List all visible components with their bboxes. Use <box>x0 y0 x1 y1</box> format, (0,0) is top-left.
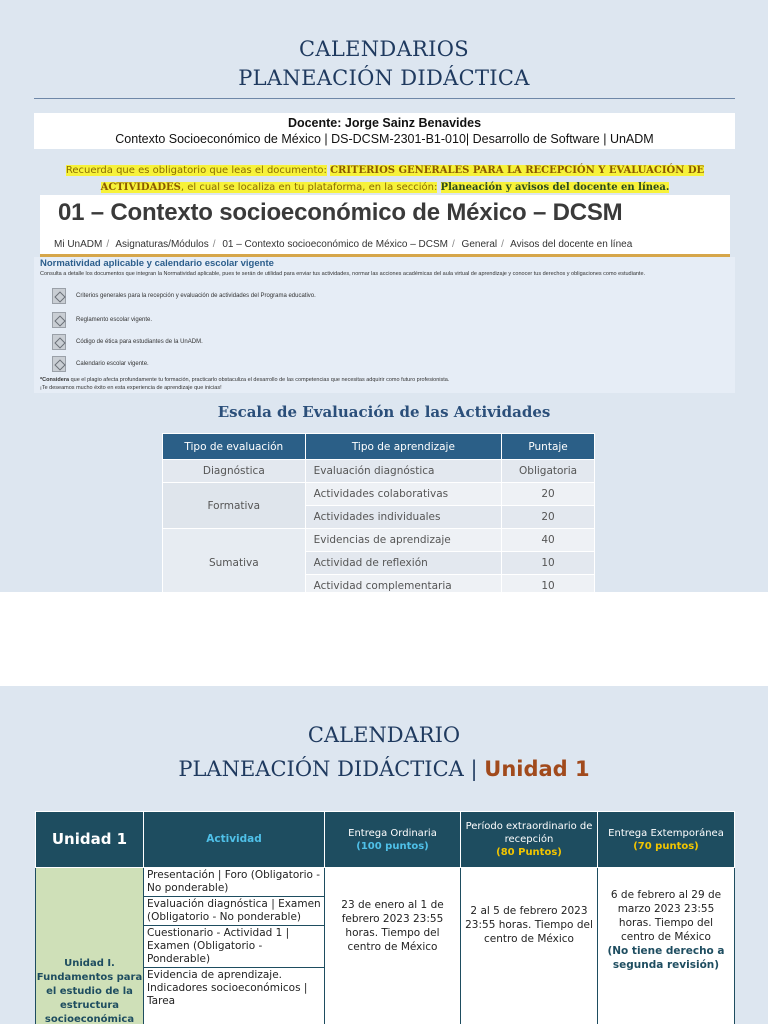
course-context: Contexto Socioeconómico de México | DS-DCSM-2301-B1-010| Desarrollo de Software | UnADM <box>115 132 654 146</box>
score: 40 <box>502 529 595 552</box>
page-subtitle <box>0 757 768 781</box>
footnote-line2: ¡Te deseamos mucho éxito en esta experiencia de aprendizaje que inicias! <box>40 385 222 391</box>
notice-text-1: Recuerda que es obligatorio que leas el documento: <box>65 165 327 176</box>
notice <box>40 162 730 196</box>
divider <box>34 98 735 99</box>
table-header-row <box>36 812 735 868</box>
score: 20 <box>502 483 595 506</box>
column-header-activity: Actividad <box>144 812 325 868</box>
notice-document-name: CRITERIOS GENERALES PARA LA RECEPCIÓN Y EVALUACIÓN DE ACTIVIDADES <box>100 165 705 193</box>
normatividad-description: Consulta a detalle los documentos que integran la Normatividad aplicable, pues te serán de utilidad para enviar tus actividades, normar las acciones académicas del aula virtual de aprendizaje y conocer tus derechos y obligaciones como estudiante. <box>40 271 646 277</box>
header-points: (100 puntos) <box>356 840 429 852</box>
normatividad-panel <box>34 257 735 393</box>
header-text: Entrega Ordinaria <box>348 827 437 839</box>
evaluation-type: Formativa <box>163 483 306 529</box>
list-item: Presentación | Foro (Obligatorio - No ponderable) <box>144 868 324 897</box>
ordinary-date <box>325 868 461 1024</box>
column-header-extraordinary <box>461 812 598 868</box>
breadcrumb-item[interactable]: Asignaturas/Módulos <box>115 239 209 250</box>
page-subtitle: PLANEACIÓN DIDÁCTICA <box>238 66 530 90</box>
list-item: Evaluación diagnóstica | Examen (Obligatorio - No ponderable) <box>144 897 324 926</box>
page-gap <box>0 592 768 686</box>
column-header-late <box>598 812 735 868</box>
column-header: Tipo de evaluación <box>163 434 306 460</box>
scale-title: Escala de Evaluación de las Actividades <box>217 403 551 421</box>
teacher-info <box>34 113 735 149</box>
breadcrumb: Mi UnADM / Asignaturas/Módulos / 01 – Contexto socioeconómico de México – DCSM / General / Avisos del docente en línea <box>54 239 633 250</box>
unit-label: Unidad 1 <box>484 757 590 781</box>
table-row <box>36 868 735 1024</box>
activity-list <box>144 868 325 1024</box>
pdf-icon <box>52 288 66 304</box>
table-row <box>163 529 595 552</box>
normatividad-footnote <box>40 376 730 392</box>
document-label: Criterios generales para la recepción y evaluación de actividades del Programa educativo. <box>76 293 316 299</box>
unit-name: Unidad I. Fundamentos para el estudio de la estructura socioeconómica <box>36 868 144 1024</box>
column-header: Puntaje <box>502 434 595 460</box>
document-label: Reglamento escolar vigente. <box>76 317 153 323</box>
pdf-icon <box>52 312 66 328</box>
evaluation-type: Sumativa <box>163 529 306 598</box>
learning-type: Actividades colaborativas <box>305 483 502 506</box>
extraordinary-date <box>461 868 598 1024</box>
score: 10 <box>502 552 595 575</box>
document-label: Código de ética para estudiantes de la UnADM. <box>76 339 203 345</box>
late-note: (No tiene derecho a segunda revisión) <box>607 944 725 971</box>
normatividad-title: Normatividad aplicable y calendario escolar vigente <box>40 258 274 269</box>
header-text: Período extraordinario de recepción <box>465 821 593 845</box>
breadcrumb-item[interactable]: 01 – Contexto socioeconómico de México – DCSM <box>222 239 448 250</box>
header-text: Entrega Extemporánea <box>608 827 724 839</box>
date-text: 2 al 5 de febrero 2023 23:55 horas. Tiempo del centro de México <box>465 904 593 945</box>
pdf-icon <box>52 356 66 372</box>
breadcrumb-item[interactable]: Avisos del docente en línea <box>510 239 633 250</box>
document-link[interactable] <box>52 356 149 372</box>
calendar-table <box>35 811 735 1024</box>
table-row <box>163 460 595 483</box>
score: Obligatoria <box>502 460 595 483</box>
table-header-row <box>163 434 595 460</box>
learning-type: Evaluación diagnóstica <box>305 460 502 483</box>
learning-type: Actividades individuales <box>305 506 502 529</box>
breadcrumb-item[interactable]: Mi UnADM <box>54 239 103 250</box>
column-header-ordinary <box>325 812 461 868</box>
list-item: Cuestionario - Actividad 1 | Examen (Obligatorio - Ponderable) <box>144 926 324 968</box>
table-row <box>163 483 595 506</box>
pdf-icon <box>52 334 66 350</box>
header-points: (80 Puntos) <box>496 847 562 858</box>
score: 20 <box>502 506 595 529</box>
date-text: 6 de febrero al 29 de marzo 2023 23:55 horas. Tiempo del centro de México <box>610 888 722 943</box>
document-link[interactable] <box>52 312 152 328</box>
document-link[interactable] <box>52 288 316 304</box>
subtitle-text: PLANEACIÓN DIDÁCTICA | <box>178 757 478 781</box>
page-calendario-unidad-1 <box>0 686 768 1024</box>
document-label: Calendario escolar vigente. <box>76 361 149 367</box>
score: 10 <box>502 575 595 598</box>
course-title: 01 – Contexto socioeconómico de México – DCSM <box>58 199 623 226</box>
page-title: CALENDARIO <box>307 723 461 747</box>
breadcrumb-item[interactable]: General <box>461 239 498 250</box>
course-header-screenshot <box>40 195 730 257</box>
learning-type: Actividad de reflexión <box>305 552 502 575</box>
column-header: Tipo de aprendizaje <box>305 434 502 460</box>
notice-section-name: Planeación y avisos del docente en línea. <box>440 182 670 193</box>
list-item: Evidencia de aprendizaje. Indicadores socioeconómicos | Tarea <box>147 969 308 1007</box>
header-points: (70 puntos) <box>633 840 699 852</box>
column-header-unit: Unidad 1 <box>36 812 144 868</box>
footnote-bold: *Considera <box>40 377 70 383</box>
evaluation-type: Diagnóstica <box>163 460 306 483</box>
notice-text-2: , el cual se localiza en tu plataforma, en la sección: <box>180 182 438 193</box>
learning-type: Evidencias de aprendizaje <box>305 529 502 552</box>
learning-type: Actividad complementaria <box>305 575 502 598</box>
late-date <box>598 868 735 1024</box>
date-text: 23 de enero al 1 de febrero 2023 23:55 horas. Tiempo del centro de México <box>341 898 444 953</box>
teacher-name: Docente: Jorge Sainz Benavides <box>287 116 482 130</box>
page-title: CALENDARIOS <box>299 37 469 61</box>
document-link[interactable] <box>52 334 203 350</box>
footnote-text: que el plagio afecta profundamente tu formación, practicarlo obstaculiza el desarrollo de las competencias que necesitas adquirir como futuro profesionista. <box>69 377 450 383</box>
